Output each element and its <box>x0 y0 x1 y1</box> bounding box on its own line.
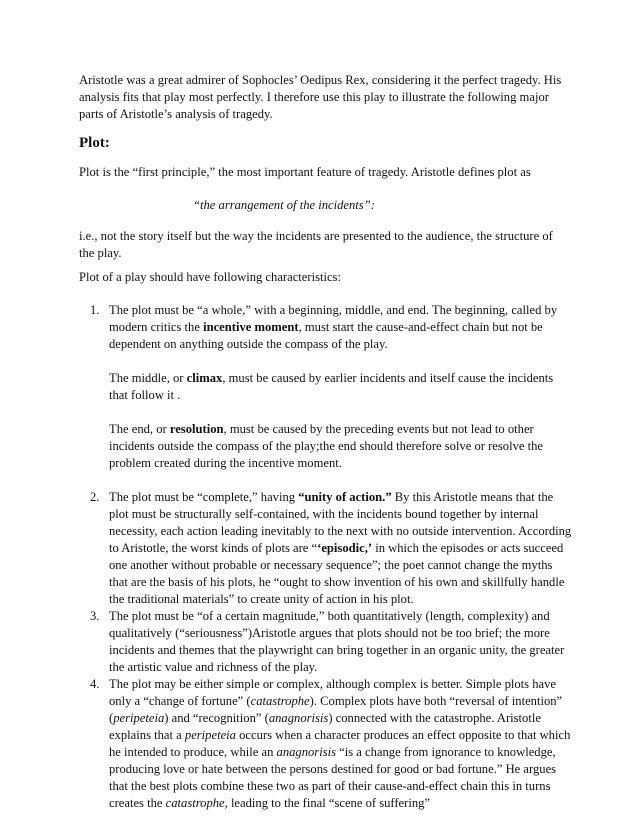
list-item-4 <box>90 676 572 812</box>
anagnorisis-term: anagnorisis <box>268 711 329 725</box>
plot-heading: Plot: <box>79 135 110 151</box>
characteristics-intro: Plot of a play should have following characteristics: <box>79 270 341 284</box>
item-1-beginning: The plot must be “a whole,” with a beginning, middle, and end. The beginning, called by modern critics the incentive moment, must start the cause-and-effect chain but not be dependent on anything outside the compass of the play. <box>109 303 558 351</box>
resolution-term: resolution <box>169 422 224 436</box>
list-item-1 <box>90 302 572 472</box>
list-item-2 <box>90 489 572 608</box>
plot-quote: “the arrangement of the incidents”: <box>193 198 375 212</box>
list-number: 1. <box>90 303 100 317</box>
list-item-3 <box>90 608 572 676</box>
list-number: 3. <box>90 609 100 623</box>
intro-line-3: parts of Aristotle’s analysis of tragedy. <box>79 107 273 121</box>
list-number: 4. <box>90 677 100 691</box>
ie-line-2: the play. <box>79 246 122 260</box>
plot-definition: Plot is the “first principle,” the most important feature of tragedy. Aristotle defines plot as <box>79 165 531 179</box>
item-3-text: The plot must be “of a certain magnitude,” both quantitatively (length, complexity) and qualitatively (“seriousness”)Aristotle argues that plots should not be too brief; the more incidents and themes that the playwright can bring together in an organic unity, the greater the artistic value and richness of the play. <box>109 609 565 674</box>
intro-paragraph <box>79 72 569 123</box>
climax-term: climax <box>186 371 223 385</box>
item-2-text: The plot must be “complete,” having “unity of action.” By this Aristotle means that the plot must be structurally self-contained, with the incidents bound together by internal necessity, each action leading inevitably to the next with no outside intervention. According to Aristotle, the worst kinds of plots are “‘episodic,’ in which the episodes or acts succeed one another without probable or necessary sequence”; the poet cannot change the myths that are the basis of his plots, he “ought to show invention of his own and skillfully handle the traditional materials” to create unity of action in his plot. <box>109 490 572 606</box>
peripeteia-term: peripeteia <box>184 728 236 742</box>
incentive-moment-term: incentive moment <box>203 320 299 334</box>
ie-paragraph <box>79 228 569 262</box>
catastrophe-term: catastrophe <box>250 694 310 708</box>
item-4-text: The plot may be either simple or complex, although complex is better. Simple plots have only a “change of fortune” (catastrophe). Complex plots have both “reversal of intention” (peripeteia) and “recognition” (anagnorisis) connected with the catastrophe. Aristotle explains that a peripeteia occurs when a character produces an effect opposite to that which he intended to produce, while an anagnorisis “is a change from ignorance to knowledge, producing love or hate between the persons destined for good or bad fortune.” He argues that the best plots combine these two as part of their cause-and-effect chain this in turns creates the catastrophe, leading to the final “scene of suffering” <box>109 677 571 810</box>
episodic-term: ‘episodic,’ <box>317 541 373 555</box>
intro-line-1: Aristotle was a great admirer of Sophocles’ Oedipus Rex, considering it the perfect tragedy. His <box>79 73 562 87</box>
unity-of-action-term: “unity of action.” <box>298 490 392 504</box>
anagnorisis-term: anagnorisis <box>276 745 336 759</box>
item-1-end: The end, or resolution, must be caused by the preceding events but not lead to other incidents outside the compass of the play;the end should therefore solve or resolve the problem created during the incentive moment. <box>109 422 544 470</box>
item-1-middle: The middle, or climax, must be caused by earlier incidents and itself cause the incidents that follow it . <box>109 371 554 402</box>
ie-line-1: i.e., not the story itself but the way the incidents are presented to the audience, the structure of <box>79 229 553 243</box>
catastrophe-term: catastrophe <box>165 796 225 810</box>
peripeteia-term: peripeteia <box>113 711 165 725</box>
list-number: 2. <box>90 490 100 504</box>
intro-line-2: analysis fits that play most perfectly. I therefore use this play to illustrate the following major <box>79 90 549 104</box>
characteristics-list <box>90 302 572 812</box>
